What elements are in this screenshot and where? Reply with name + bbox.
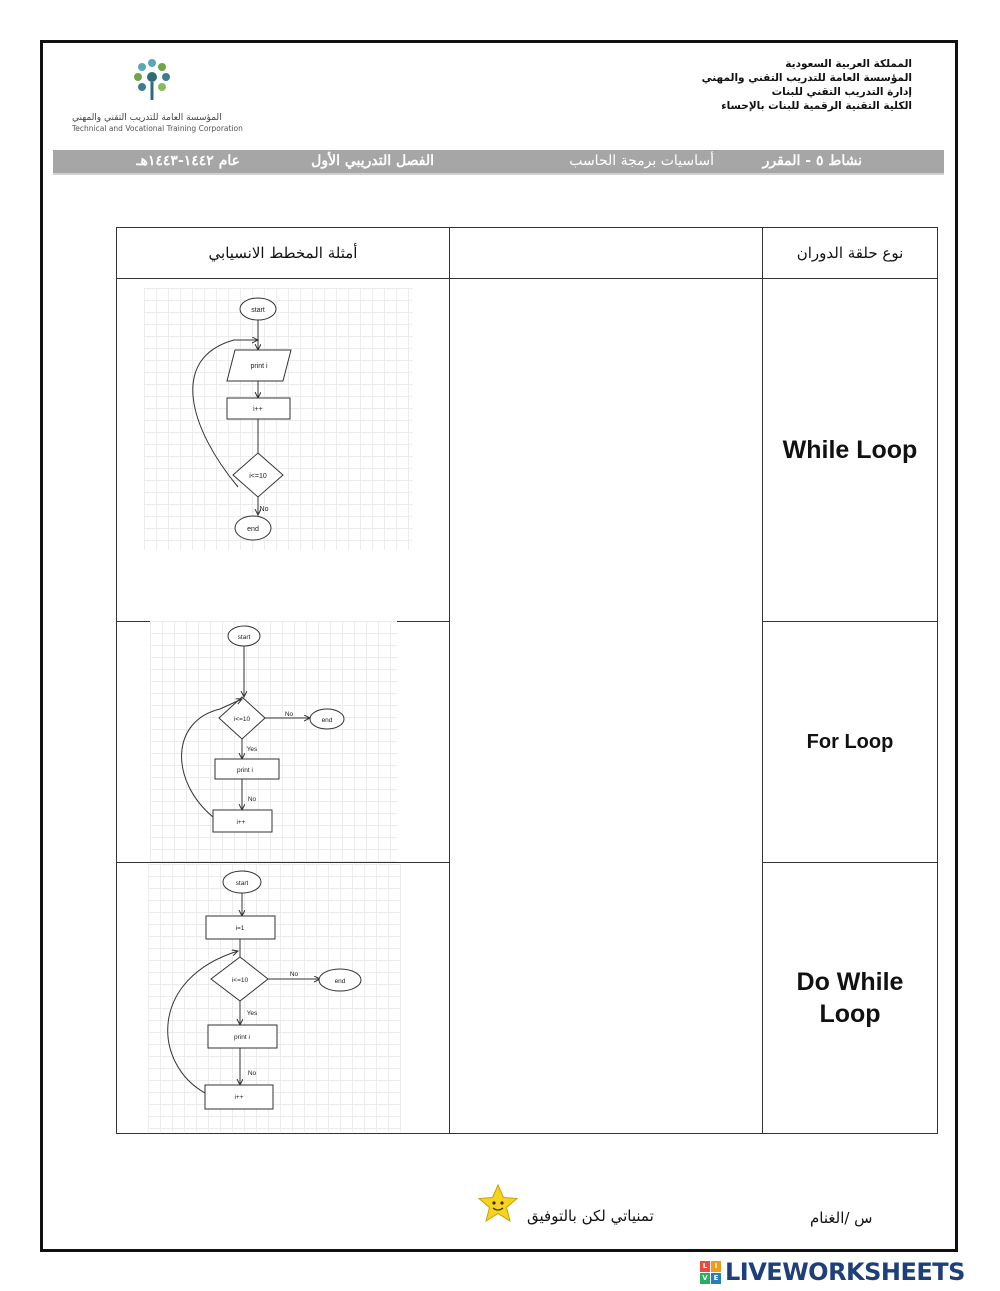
- flowchart-svg: [144, 288, 413, 550]
- fc2-inc-text: i++: [236, 819, 246, 826]
- logo-arabic-text: المؤسسة العامة للتدريب التقني والمهني: [72, 113, 222, 123]
- year-label: عام ١٤٤٢-١٤٤٣هـ: [136, 153, 240, 169]
- loop-type-cell: [763, 622, 938, 863]
- answer-drop-area[interactable]: [450, 279, 763, 1134]
- org-line: المملكة العربية السعودية: [785, 58, 912, 70]
- fc2-start-text: start: [237, 634, 251, 641]
- fc3-inc-text: i++: [234, 1094, 244, 1101]
- brand-wordmark: LIVEWORKSHEETS: [725, 1258, 965, 1286]
- fc2-cond-text: i<=10: [233, 716, 251, 723]
- fc1-end-text: end: [247, 526, 259, 533]
- loop-type-cell: [763, 279, 938, 622]
- loop-type-cell: [763, 863, 938, 1134]
- fc1-no-text: No: [259, 506, 269, 513]
- fc3-init-text: i=1: [235, 925, 245, 932]
- org-line: الكلية التقنية الرقمية للبنات بالإحساء: [721, 100, 912, 112]
- org-line: المؤسسة العامة للتدريب التقني والمهني: [701, 72, 912, 84]
- fc2-no-text: No: [284, 711, 294, 718]
- flowchart-svg: [148, 864, 401, 1132]
- fc2-no2-text: No: [247, 796, 257, 803]
- tvtc-emblem-icon: [127, 55, 177, 105]
- brand-logo-icon: L I V E: [700, 1261, 721, 1284]
- header-loop-type: نوع حلقة الدوران: [763, 228, 938, 279]
- organization-header: [592, 57, 912, 113]
- header-blank: [450, 228, 763, 279]
- good-luck-message: تمنياتي لكن بالتوفيق: [527, 1207, 654, 1225]
- org-line: إدارة التدريب التقني للبنات: [771, 86, 912, 98]
- do-while-loop-flowchart: [148, 864, 401, 1132]
- loop-type-label: For Loop: [806, 731, 894, 753]
- header-examples: أمثلة المخطط الانسيابي: [117, 228, 450, 279]
- liveworksheets-brand: [700, 1259, 965, 1285]
- for-loop-flowchart: [150, 621, 397, 862]
- fc1-print-text: print i: [250, 363, 268, 370]
- flowchart-svg: [150, 621, 397, 862]
- logo-english-text: Technical and Vocational Training Corporation: [72, 124, 243, 133]
- fc3-no2-text: No: [247, 1070, 257, 1077]
- fc3-print-text: print i: [234, 1034, 250, 1041]
- loop-type-label: Do While Loop: [796, 968, 904, 1028]
- fc1-cond-text: i<=10: [249, 473, 267, 480]
- fc2-end-text: end: [321, 717, 333, 724]
- term-label: الفصل التدريبي الأول: [311, 153, 434, 169]
- fc3-no-text: No: [289, 971, 299, 978]
- course-name: أساسيات برمجة الحاسب: [569, 153, 714, 169]
- smiling-star-icon: [476, 1182, 520, 1226]
- while-loop-flowchart: [144, 288, 413, 550]
- table-header-row: [117, 228, 938, 279]
- fc3-start-text: start: [235, 880, 249, 887]
- tvtc-logo: [72, 55, 243, 135]
- fc2-print-text: print i: [237, 767, 253, 774]
- fc3-end-text: end: [334, 978, 346, 985]
- course-info-bar: [53, 150, 944, 175]
- fc1-inc-text: i++: [253, 406, 263, 413]
- teacher-name: س /الغنام: [810, 1209, 873, 1227]
- fc3-cond-text: i<=10: [231, 977, 249, 984]
- activity-label: نشاط ٥ - المقرر: [762, 153, 862, 169]
- loop-type-label: While Loop: [782, 436, 918, 464]
- fc3-yes-text: Yes: [246, 1010, 258, 1017]
- fc1-start-text: start: [251, 307, 265, 314]
- fc2-yes-text: Yes: [246, 746, 258, 753]
